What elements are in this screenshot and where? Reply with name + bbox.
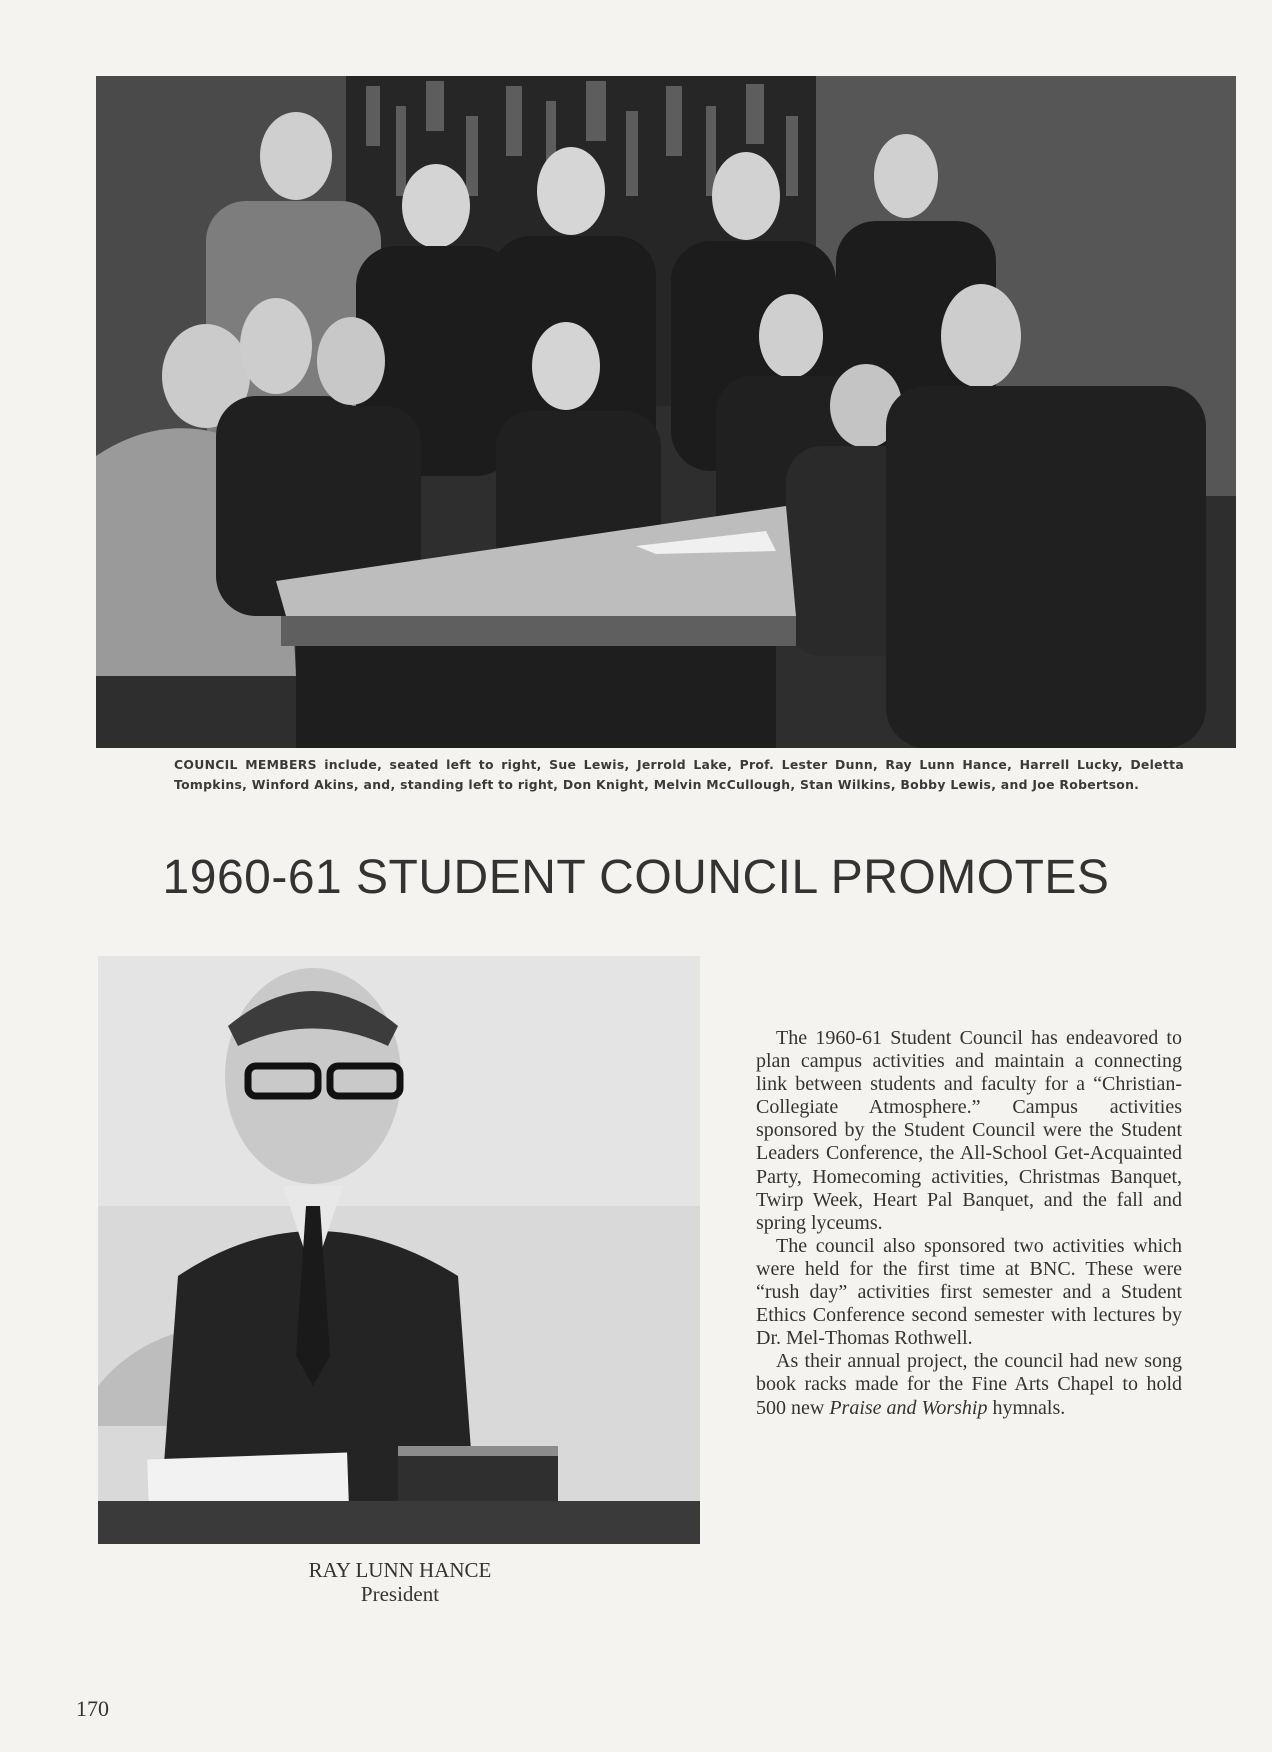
article-paragraph-3-end: hymnals. bbox=[987, 1396, 1066, 1419]
article-paragraph-2: The council also sponsored two activities which were held for the first time at BNC. These were “rush day” activities first semester and a Student Ethics Conference second semester with lectures by Dr. Mel-Thomas Rothwell. bbox=[756, 1234, 1182, 1350]
portrait-caption bbox=[200, 1558, 600, 1606]
hymnal-title: Praise and Worship bbox=[829, 1396, 988, 1419]
group-photo-image bbox=[96, 76, 1236, 748]
article-body bbox=[756, 1027, 1182, 1420]
page-number: 170 bbox=[76, 1696, 109, 1721]
article-paragraph-1: The 1960-61 Student Council has endeavored to plan campus activities and maintain a connecting link between students and faculty for a “Christian-Collegiate Atmosphere.” Campus activities sponsored by the Student Council were the Student Leaders Conference, the All-School Get-Acquainted Party, Homecoming activities, Christmas Banquet, Twirp Week, Heart Pal Banquet, and the fall and spring lyceums. bbox=[756, 1027, 1182, 1234]
portrait-title: President bbox=[360, 1582, 440, 1606]
portrait-photo bbox=[98, 956, 700, 1544]
article-paragraph-3-start: As their annual project, the council had new song book racks made for the Fine Arts Chapel to hold 500 new bbox=[756, 1350, 1182, 1419]
page-headline: 1960-61 STUDENT COUNCIL PROMOTES bbox=[162, 851, 1110, 904]
article-paragraph-3 bbox=[756, 1350, 1182, 1419]
portrait-photo-image bbox=[98, 956, 700, 1544]
group-photo-caption: COUNCIL MEMBERS include, seated left to right, Sue Lewis, Jerrold Lake, Prof. Lester Dunn, Ray Lunn Hance, Harrell Lucky, Deletta Tompkins, Winford Akins, and, standing left to right, Don Knight, Melvin McCullough, Stan Wilkins, Bobby Lewis, and Joe Robertson. bbox=[174, 757, 1184, 792]
group-photo bbox=[96, 76, 1236, 748]
portrait-name: RAY LUNN HANCE bbox=[308, 1558, 492, 1582]
